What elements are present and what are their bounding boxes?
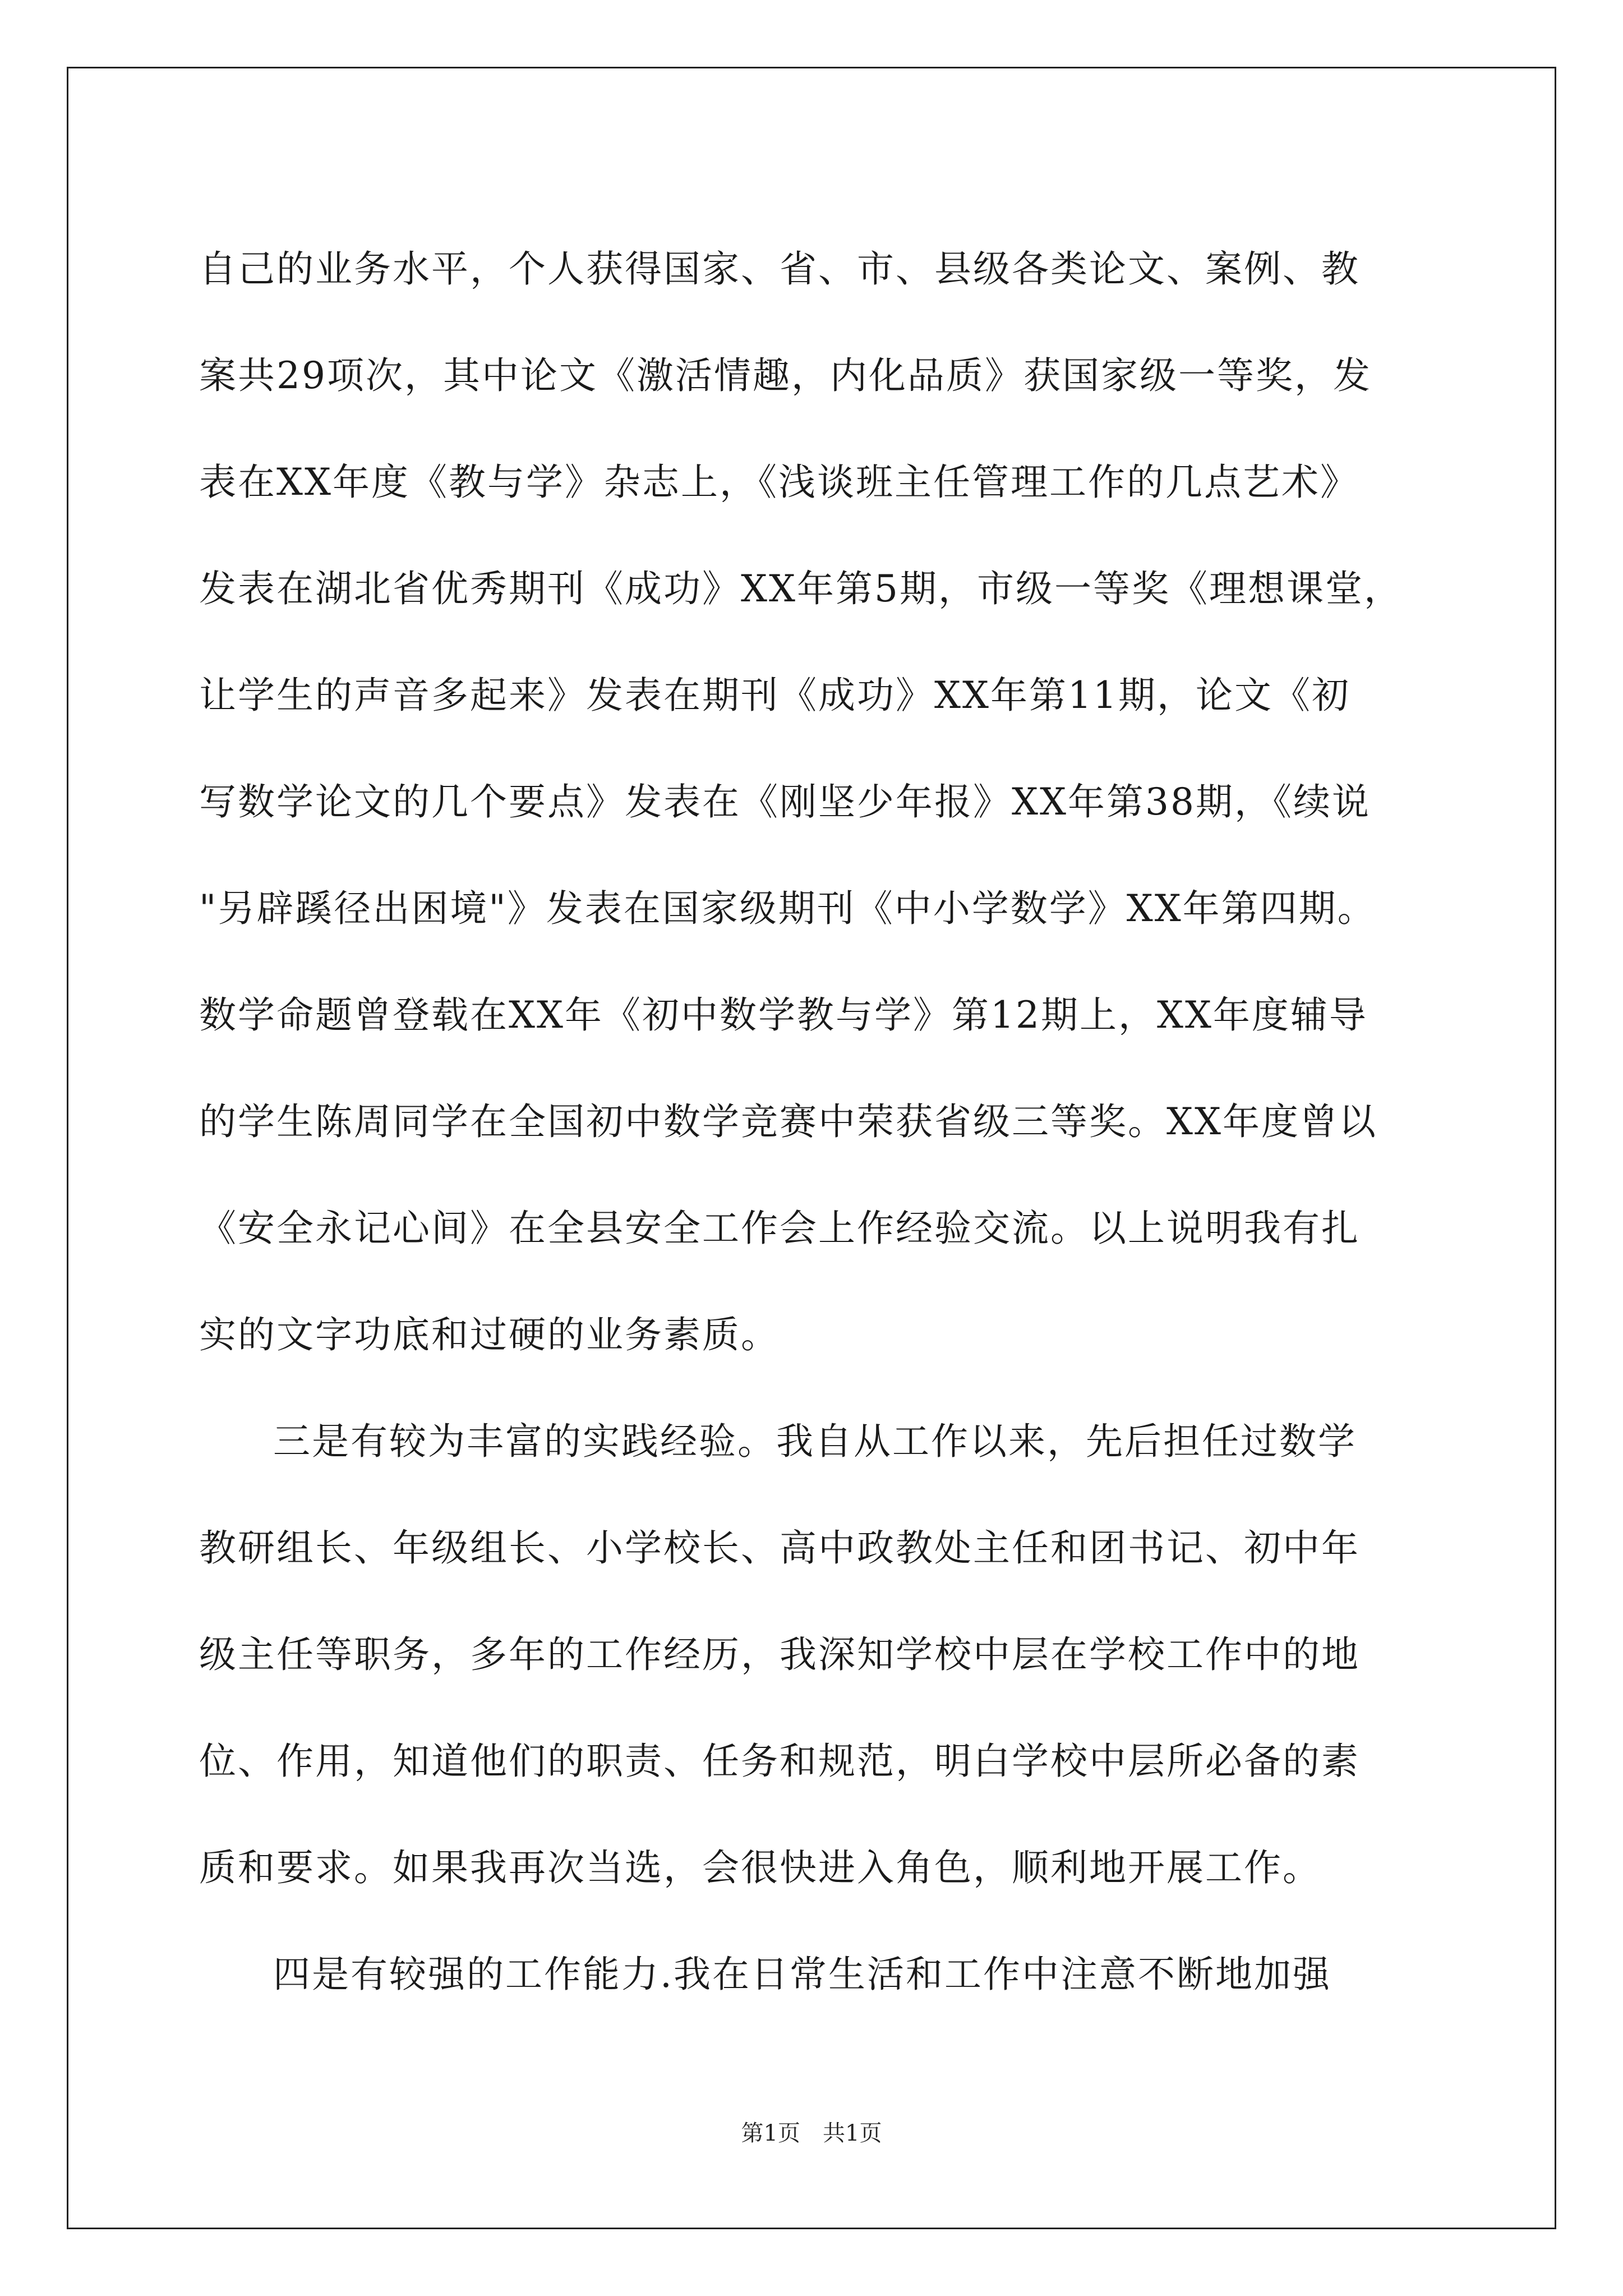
text-line: 教研组长、年级组长、小学校长、高中政教处主任和团书记、初中年 (199, 1526, 1360, 1570)
text-line: 数学命题曾登载在XX年《初中数学教与学》第12期上，XX年度辅导 (199, 993, 1368, 1037)
text-line: 实的文字功底和过硬的业务素质。 (199, 1313, 780, 1356)
text-line: "另辟蹊径出困境"》发表在国家级期刊《中小学数学》XX年第四期。 (199, 887, 1376, 930)
text-line: 写数学论文的几个要点》发表在《刚坚少年报》XX年第38期，《续说 (199, 780, 1371, 823)
document-body (199, 216, 1433, 2028)
page-number: 第1页 (741, 2120, 800, 2146)
text-line: 质和要求。如果我再次当选，会很快进入角色，顺利地开展工作。 (199, 1846, 1321, 1889)
page-footer (0, 2118, 1623, 2149)
text-line: 案共29项次，其中论文《激活情趣，内化品质》获国家级一等奖，发 (199, 354, 1372, 397)
text-line: 表在XX年度《教与学》杂志上，《浅谈班主任管理工作的几点艺术》 (199, 461, 1359, 504)
text-line: 让学生的声音多起来》发表在期刊《成功》XX年第11期，论文《初 (199, 674, 1350, 717)
page-total: 共1页 (823, 2120, 882, 2146)
paragraph-start-line: 三是有较为丰富的实践经验。我自从工作以来，先后担任过数学 (273, 1420, 1357, 1463)
text-line: 《安全永记心间》在全县安全工作会上作经验交流。以上说明我有扎 (199, 1207, 1360, 1250)
text-line: 发表在湖北省优秀期刊《成功》XX年第5期，市级一等奖《理想课堂， (199, 567, 1403, 610)
paragraph-start-line: 四是有较强的工作能力.我在日常生活和工作中注意不断地加强 (273, 1953, 1331, 1996)
text-line: 位、作用，知道他们的职责、任务和规范，明白学校中层所必备的素 (199, 1740, 1360, 1783)
text-line: 的学生陈周同学在全国初中数学竞赛中荣获省级三等奖。XX年度曾以 (199, 1100, 1377, 1143)
text-line: 级主任等职务，多年的工作经历，我深知学校中层在学校工作中的地 (199, 1633, 1360, 1676)
text-line: 自己的业务水平，个人获得国家、省、市、县级各类论文、案例、教 (199, 247, 1360, 291)
